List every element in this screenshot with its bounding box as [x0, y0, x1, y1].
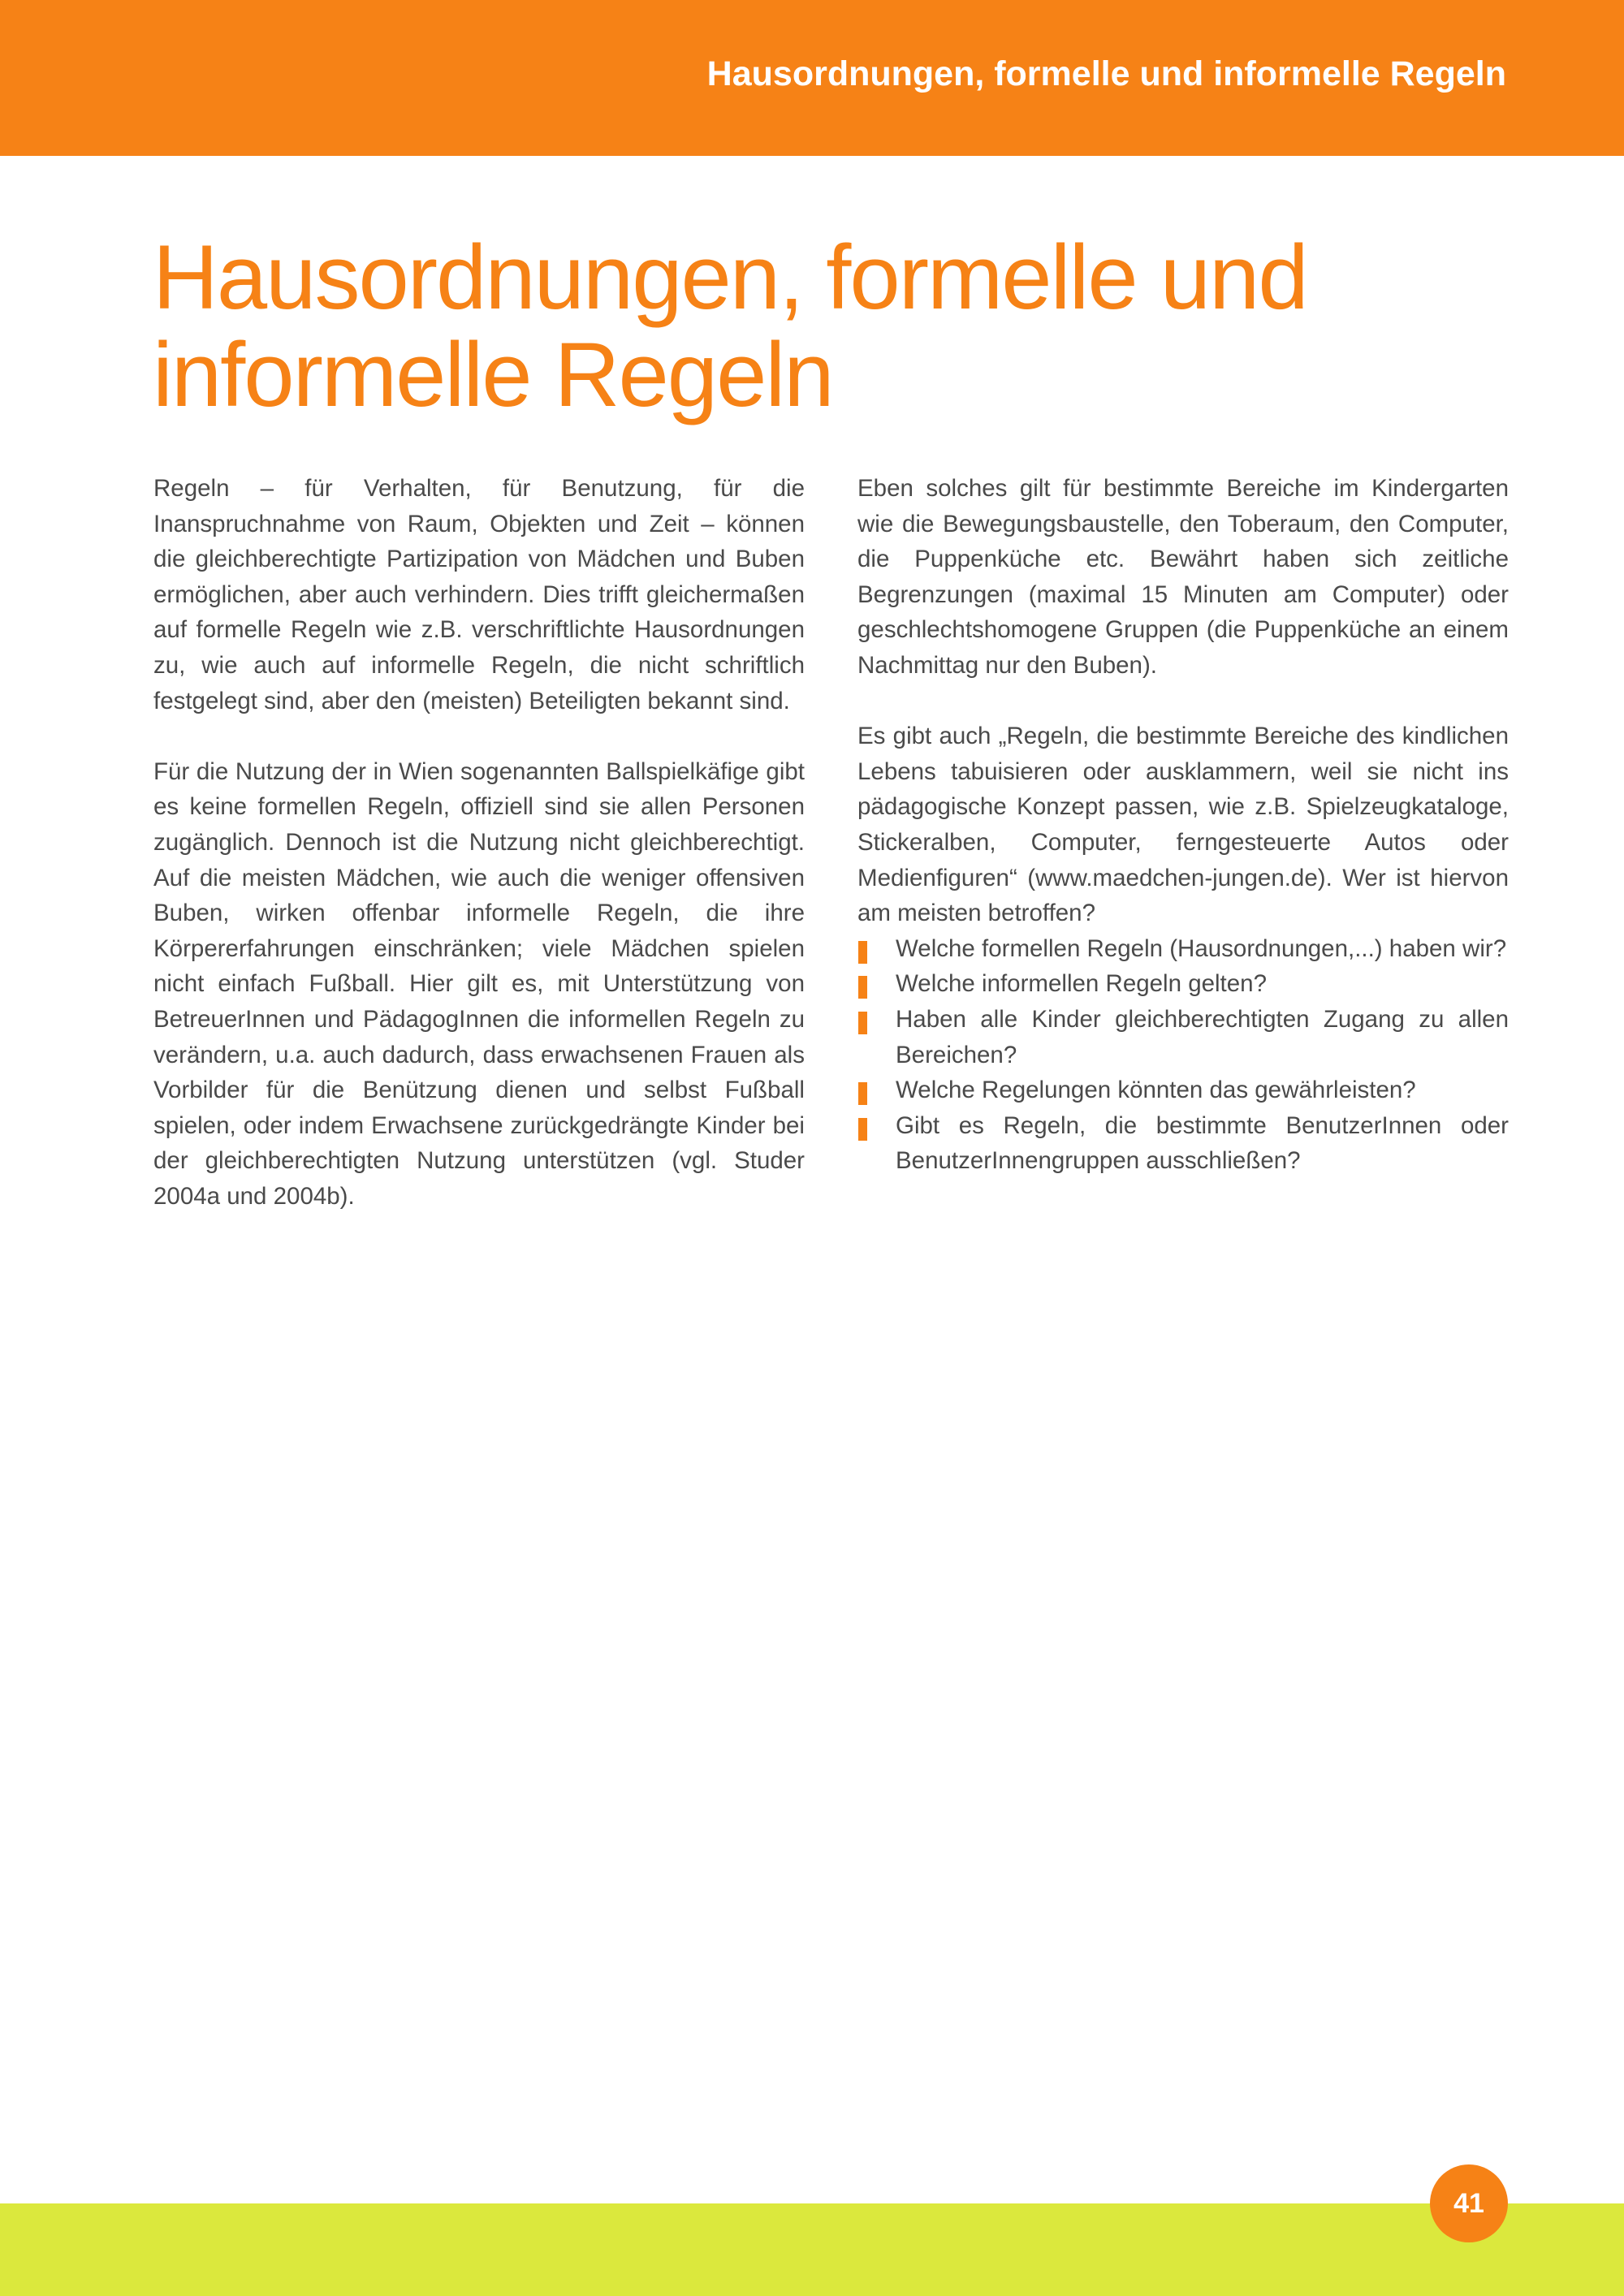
page-title — [153, 229, 1452, 424]
header-band — [0, 0, 1624, 156]
page-title-line-2: informelle Regeln — [153, 324, 833, 425]
list-item-text: Welche informellen Regeln gelten? — [896, 970, 1267, 998]
left-text-column — [153, 471, 805, 1249]
bullet-bar-icon — [858, 1118, 867, 1141]
list-item-text: Gibt es Regeln, die bestimmte BenutzerInnen oder BenutzerInnengruppen ausschließen? — [896, 1111, 1509, 1175]
list-item — [857, 966, 1509, 1002]
running-header-title: Hausordnungen, formelle und informelle Regeln — [706, 54, 1506, 93]
bullet-bar-icon — [858, 1012, 867, 1034]
paragraph: Eben solches gilt für bestimmte Bereiche im Kindergarten wie die Bewegungsbaustelle, den Toberaum, den Computer, die Puppenküche etc. Bewährt haben sich zeitliche Begrenzungen (maximal 15 Minuten am Computer) oder geschlechtshomogene Gruppen (die Puppenküche an einem Nachmittag nur den Buben). — [857, 475, 1509, 679]
right-text-column — [857, 471, 1509, 1179]
list-item — [857, 931, 1509, 967]
bullet-bar-icon — [858, 976, 867, 999]
paragraph: Es gibt auch „Regeln, die bestimmte Bereiche des kindlichen Lebens tabuisieren oder ausklammern, weil sie nicht ins pädagogische Konzept passen, wie z.B. Spielzeugkataloge, Stickeralben, Computer, ferngesteuerte Autos oder Medienfiguren“ (www.maedchen-jungen.de). Wer ist hiervon am meisten betroffen? — [857, 723, 1509, 927]
footer-band — [0, 2203, 1624, 2296]
list-item — [857, 1108, 1509, 1179]
question-list — [857, 931, 1509, 1179]
page-title-line-1: Hausordnungen, formelle und — [153, 227, 1307, 328]
bullet-bar-icon — [858, 941, 867, 964]
paragraph: Regeln – für Verhalten, für Benutzung, für die Inanspruchnahme von Raum, Objekten und Zeit – können die gleichberechtigte Partizipation von Mädchen und Buben ermöglichen, aber auch verhindern. Dies trifft gleichermaßen auf formelle Regeln wie z.B. verschriftlichte Hausordnungen zu, wie auch auf informelle Regeln, die nicht schriftlich festgelegt sind, aber den (meisten) Beteiligten bekannt sind. — [153, 475, 805, 714]
list-item — [857, 1072, 1509, 1108]
bullet-bar-icon — [858, 1082, 867, 1105]
page-number-badge: 41 — [1430, 2164, 1508, 2242]
paragraph: Für die Nutzung der in Wien sogenannten Ballspielkäfige gibt es keine formellen Regeln, offiziell sind sie allen Personen zugänglich. Dennoch ist die Nutzung nicht gleichberechtigt. Auf die meisten Mädchen, wie auch die weniger offensiven Buben, wirken offenbar informelle Regeln, die ihre Körpererfahrungen einschränken; viele Mädchen spielen nicht einfach Fußball. Hier gilt es, mit Unterstützung von BetreuerInnen und PädagogInnen die informellen Regeln zu verändern, u.a. auch dadurch, dass erwachsenen Frauen als Vorbilder für die Benützung dienen und selbst Fußball spielen, oder indem Erwachsene zurückgedrängte Kinder bei der gleichberechtigten Nutzung unterstützen (vgl. Studer 2004a und 2004b). — [153, 757, 805, 1210]
list-item-text: Welche formellen Regeln (Hausordnungen,...) haben wir? — [896, 934, 1507, 962]
list-item-text: Welche Regelungen könnten das gewährleisten? — [896, 1077, 1416, 1104]
list-item-text: Haben alle Kinder gleichberechtigten Zugang zu allen Bereichen? — [896, 1005, 1509, 1068]
list-item — [857, 1002, 1509, 1072]
